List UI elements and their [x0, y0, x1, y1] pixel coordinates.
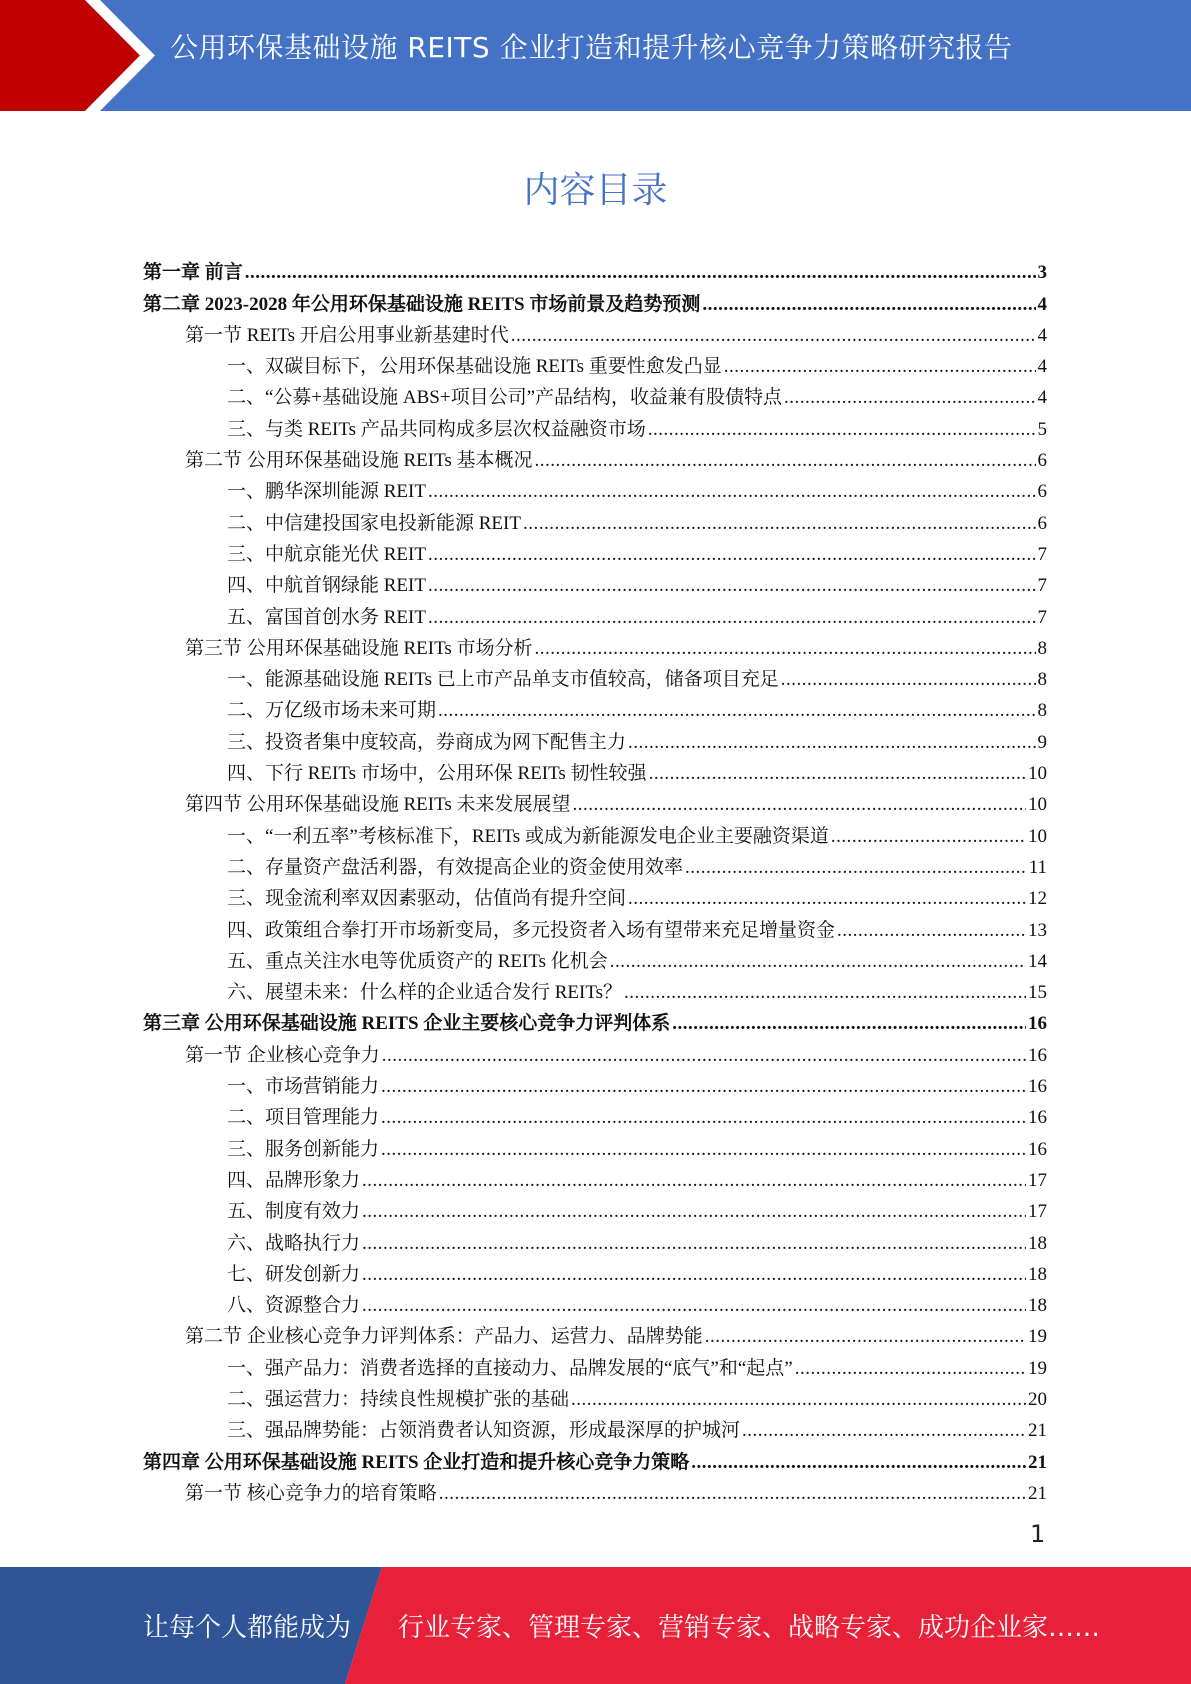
toc-entry-label: 一、能源基础设施 REITs 已上市产品单支市值较高，储备项目充足 [227, 669, 779, 691]
toc-entry-label: 八、资源整合力 [227, 1295, 361, 1317]
toc-entry-page: 15 [1028, 982, 1047, 1004]
toc-entry[interactable] [143, 1005, 1047, 1036]
toc-entry[interactable] [143, 317, 1047, 348]
toc-entry[interactable] [143, 849, 1047, 880]
toc-entry-page: 19 [1028, 1357, 1047, 1379]
toc-entry-page: 10 [1028, 763, 1047, 785]
toc-dot-leader [245, 261, 1036, 285]
toc-entry[interactable] [143, 1349, 1047, 1380]
toc-dot-leader [691, 1451, 1026, 1475]
toc-dot-leader [624, 981, 1026, 1005]
toc-entry-page: 5 [1037, 418, 1047, 440]
toc-entry-label: 三、中航京能光伏 REIT [227, 543, 426, 565]
toc-dot-leader [362, 1294, 1026, 1318]
footer-slogan-right: 行业专家、管理专家、营销专家、战略专家、成功企业家…… [398, 1613, 1101, 1643]
toc-entry-label: 一、市场营销能力 [227, 1076, 380, 1098]
toc-entry-page: 7 [1037, 575, 1047, 597]
toc-dot-leader [381, 1106, 1026, 1130]
toc-entry-page: 16 [1028, 1138, 1047, 1160]
toc-dot-leader [672, 1012, 1026, 1036]
toc-entry-label: 一、强产品力：消费者选择的直接动力、品牌发展的“底气”和“起点” [227, 1357, 793, 1379]
toc-entry-label: 二、“公募+基础设施 ABS+项目公司”产品结构，收益兼有股债特点 [227, 387, 783, 409]
toc-dot-leader [535, 449, 1036, 473]
page-number: 1 [1030, 1520, 1046, 1548]
toc-dot-leader [535, 637, 1036, 661]
toc-entry[interactable] [143, 1068, 1047, 1099]
toc-entry[interactable] [143, 504, 1047, 535]
toc-entry-page: 7 [1037, 606, 1047, 628]
toc-entry[interactable] [143, 1130, 1047, 1161]
toc-entry-page: 21 [1028, 1482, 1047, 1504]
toc-dot-leader [724, 355, 1036, 379]
toc-entry-label: 第一节 REITs 开启公用事业新基建时代 [185, 324, 509, 346]
toc-dot-leader [362, 1263, 1026, 1287]
toc-entry[interactable] [143, 723, 1047, 754]
toc-dot-leader [705, 1325, 1026, 1349]
toc-entry-label: 二、万亿级市场未来可期 [227, 700, 437, 722]
toc-entry-page: 18 [1028, 1232, 1047, 1254]
toc-entry-page: 4 [1037, 387, 1047, 409]
toc-entry-page: 18 [1028, 1263, 1047, 1285]
toc-entry-page: 21 [1028, 1420, 1047, 1442]
toc-entry[interactable] [143, 473, 1047, 504]
toc-entry-page: 4 [1037, 293, 1047, 315]
toc-entry-page: 3 [1037, 262, 1047, 284]
toc-dot-leader [428, 574, 1036, 598]
toc-entry[interactable] [143, 1256, 1047, 1287]
toc-entry-label: 三、服务创新能力 [227, 1138, 380, 1160]
toc-entry[interactable] [143, 817, 1047, 848]
toc-entry[interactable] [143, 285, 1047, 316]
toc-dot-leader [428, 606, 1036, 630]
toc-entry-label: 五、富国首创水务 REIT [227, 606, 426, 628]
toc-dot-leader [511, 324, 1036, 348]
toc-dot-leader [610, 950, 1026, 974]
toc-entry[interactable] [143, 1318, 1047, 1349]
toc-entry[interactable] [143, 630, 1047, 661]
toc-entry[interactable] [143, 1287, 1047, 1318]
toc-entry[interactable] [143, 567, 1047, 598]
toc-entry-label: 五、重点关注水电等优质资产的 REITs 化机会 [227, 950, 608, 972]
toc-entry-page: 18 [1028, 1295, 1047, 1317]
toc-entry[interactable] [143, 1475, 1047, 1506]
toc-entry[interactable] [143, 1036, 1047, 1067]
toc-dot-leader [428, 543, 1036, 567]
toc-dot-leader [685, 856, 1027, 880]
report-title: 公用环保基础设施 REITS 企业打造和提升核心竞争力策略研究报告 [170, 31, 1013, 64]
toc-entry-label: 五、制度有效力 [227, 1201, 361, 1223]
toc-entry[interactable] [143, 410, 1047, 441]
toc-entry-label: 一、双碳目标下，公用环保基础设施 REITs 重要性愈发凸显 [227, 356, 722, 378]
toc-dot-leader [837, 919, 1026, 943]
toc-dot-leader [702, 293, 1035, 317]
toc-entry-page: 8 [1037, 669, 1047, 691]
toc-entry-label: 二、项目管理能力 [227, 1107, 380, 1129]
toc-entry-label: 三、现金流利率双因素驱动，估值尚有提升空间 [227, 888, 627, 910]
toc-entry[interactable] [143, 1193, 1047, 1224]
toc-entry[interactable] [143, 1381, 1047, 1412]
toc-heading: 内容目录 [523, 170, 668, 211]
toc-dot-leader [831, 825, 1026, 849]
toc-entry-label: 六、战略执行力 [227, 1232, 361, 1254]
toc-entry-label: 六、展望未来：什么样的企业适合发行 REITs？ [227, 982, 623, 1004]
toc-entry-label: 第四节 公用环保基础设施 REITs 未来发展展望 [185, 794, 571, 816]
toc-entry-page: 19 [1028, 1326, 1047, 1348]
toc-entry[interactable] [143, 1099, 1047, 1130]
toc-entry-label: 第三节 公用环保基础设施 REITs 市场分析 [185, 637, 533, 659]
toc-entry-label: 二、存量资产盘活利器，有效提高企业的资金使用效率 [227, 856, 684, 878]
toc-entry-label: 第三章 公用环保基础设施 REITS 企业主要核心竞争力评判体系 [143, 1013, 671, 1035]
toc-entry[interactable] [143, 1412, 1047, 1443]
toc-entry-page: 6 [1037, 481, 1047, 503]
toc-dot-leader [573, 793, 1026, 817]
toc-entry-page: 16 [1028, 1076, 1047, 1098]
toc-entry-page: 10 [1028, 794, 1047, 816]
toc-entry-page: 20 [1028, 1388, 1047, 1410]
toc-entry-page: 11 [1028, 856, 1047, 878]
toc-entry-label: 四、中航首钢绿能 REIT [227, 575, 426, 597]
toc-entry-page: 8 [1037, 637, 1047, 659]
toc-dot-leader [648, 418, 1036, 442]
toc-entry-page: 16 [1028, 1044, 1047, 1066]
toc-entry[interactable] [143, 661, 1047, 692]
toc-entry-label: 四、下行 REITs 市场中，公用环保 REITs 韧性较强 [227, 763, 647, 785]
toc-entry-page: 8 [1037, 700, 1047, 722]
toc-entry-label: 一、“一利五率”考核标准下，REITs 或成为新能源发电企业主要融资渠道 [227, 825, 829, 847]
table-of-contents [143, 254, 1047, 1506]
toc-entry[interactable] [143, 1443, 1047, 1474]
toc-dot-leader [628, 731, 1035, 755]
toc-entry[interactable] [143, 536, 1047, 567]
toc-entry-label: 二、中信建投国家电投新能源 REIT [227, 512, 521, 534]
toc-entry[interactable] [143, 943, 1047, 974]
toc-entry-label: 第一章 前言 [143, 262, 243, 284]
toc-dot-leader [362, 1200, 1026, 1224]
toc-entry-label: 一、鹏华深圳能源 REIT [227, 481, 426, 503]
toc-entry[interactable] [143, 974, 1047, 1005]
toc-entry-page: 4 [1037, 356, 1047, 378]
toc-entry[interactable] [143, 379, 1047, 410]
toc-dot-leader [795, 1357, 1026, 1381]
toc-entry-page: 6 [1037, 512, 1047, 534]
toc-dot-leader [438, 699, 1035, 723]
toc-dot-leader [649, 762, 1026, 786]
toc-entry-page: 7 [1037, 543, 1047, 565]
toc-entry[interactable] [143, 598, 1047, 629]
toc-entry-label: 第一节 核心竞争力的培育策略 [185, 1482, 437, 1504]
toc-entry[interactable] [143, 442, 1047, 473]
toc-entry-label: 三、强品牌势能：占领消费者认知资源，形成最深厚的护城河 [227, 1420, 741, 1442]
toc-entry-page: 21 [1028, 1451, 1047, 1473]
toc-entry-label: 第四章 公用环保基础设施 REITS 企业打造和提升核心竞争力策略 [143, 1451, 690, 1473]
toc-entry-page: 4 [1037, 324, 1047, 346]
toc-dot-leader [381, 1138, 1026, 1162]
toc-dot-leader [628, 887, 1026, 911]
toc-entry[interactable] [143, 786, 1047, 817]
toc-entry-page: 12 [1028, 888, 1047, 910]
toc-entry-label: 第二章 2023-2028 年公用环保基础设施 REITS 市场前景及趋势预测 [143, 293, 701, 315]
toc-entry-label: 二、强运营力：持续良性规模扩张的基础 [227, 1388, 570, 1410]
toc-entry-page: 16 [1028, 1107, 1047, 1129]
toc-entry-page: 14 [1028, 950, 1047, 972]
toc-entry-label: 第二节 企业核心竞争力评判体系：产品力、运营力、品牌势能 [185, 1326, 703, 1348]
toc-entry-page: 6 [1037, 450, 1047, 472]
toc-dot-leader [382, 1044, 1026, 1068]
toc-dot-leader [362, 1232, 1026, 1256]
toc-entry-label: 三、与类 REITs 产品共同构成多层次权益融资市场 [227, 418, 646, 440]
toc-entry[interactable] [143, 911, 1047, 942]
toc-dot-leader [523, 512, 1036, 536]
toc-dot-leader [439, 1482, 1026, 1506]
report-footer-banner [0, 1567, 1191, 1684]
report-header-banner [0, 0, 1191, 111]
toc-entry-label: 第二节 公用环保基础设施 REITs 基本概况 [185, 450, 533, 472]
toc-dot-leader [362, 1169, 1026, 1193]
toc-dot-leader [381, 1075, 1026, 1099]
toc-entry-label: 四、政策组合拳打开市场新变局，多元投资者入场有望带来充足增量资金 [227, 919, 836, 941]
toc-entry-page: 9 [1037, 731, 1047, 753]
toc-entry[interactable] [143, 880, 1047, 911]
toc-dot-leader [784, 386, 1035, 410]
toc-entry[interactable] [143, 254, 1047, 285]
toc-entry-page: 10 [1028, 825, 1047, 847]
toc-dot-leader [571, 1388, 1026, 1412]
toc-entry[interactable] [143, 755, 1047, 786]
toc-entry-label: 第一节 企业核心竞争力 [185, 1044, 380, 1066]
toc-dot-leader [428, 480, 1036, 504]
toc-entry[interactable] [143, 348, 1047, 379]
toc-entry-label: 七、研发创新力 [227, 1263, 361, 1285]
toc-entry-page: 13 [1028, 919, 1047, 941]
toc-entry[interactable] [143, 1162, 1047, 1193]
toc-entry-page: 17 [1028, 1169, 1047, 1191]
toc-entry-page: 17 [1028, 1201, 1047, 1223]
toc-entry[interactable] [143, 1224, 1047, 1255]
toc-entry-page: 16 [1028, 1013, 1047, 1035]
toc-entry-label: 四、品牌形象力 [227, 1169, 361, 1191]
toc-dot-leader [742, 1419, 1026, 1443]
footer-slogan-left: 让每个人都能成为 [143, 1613, 352, 1643]
toc-entry-label: 三、投资者集中度较高，券商成为网下配售主力 [227, 731, 627, 753]
toc-dot-leader [781, 668, 1036, 692]
toc-entry[interactable] [143, 692, 1047, 723]
